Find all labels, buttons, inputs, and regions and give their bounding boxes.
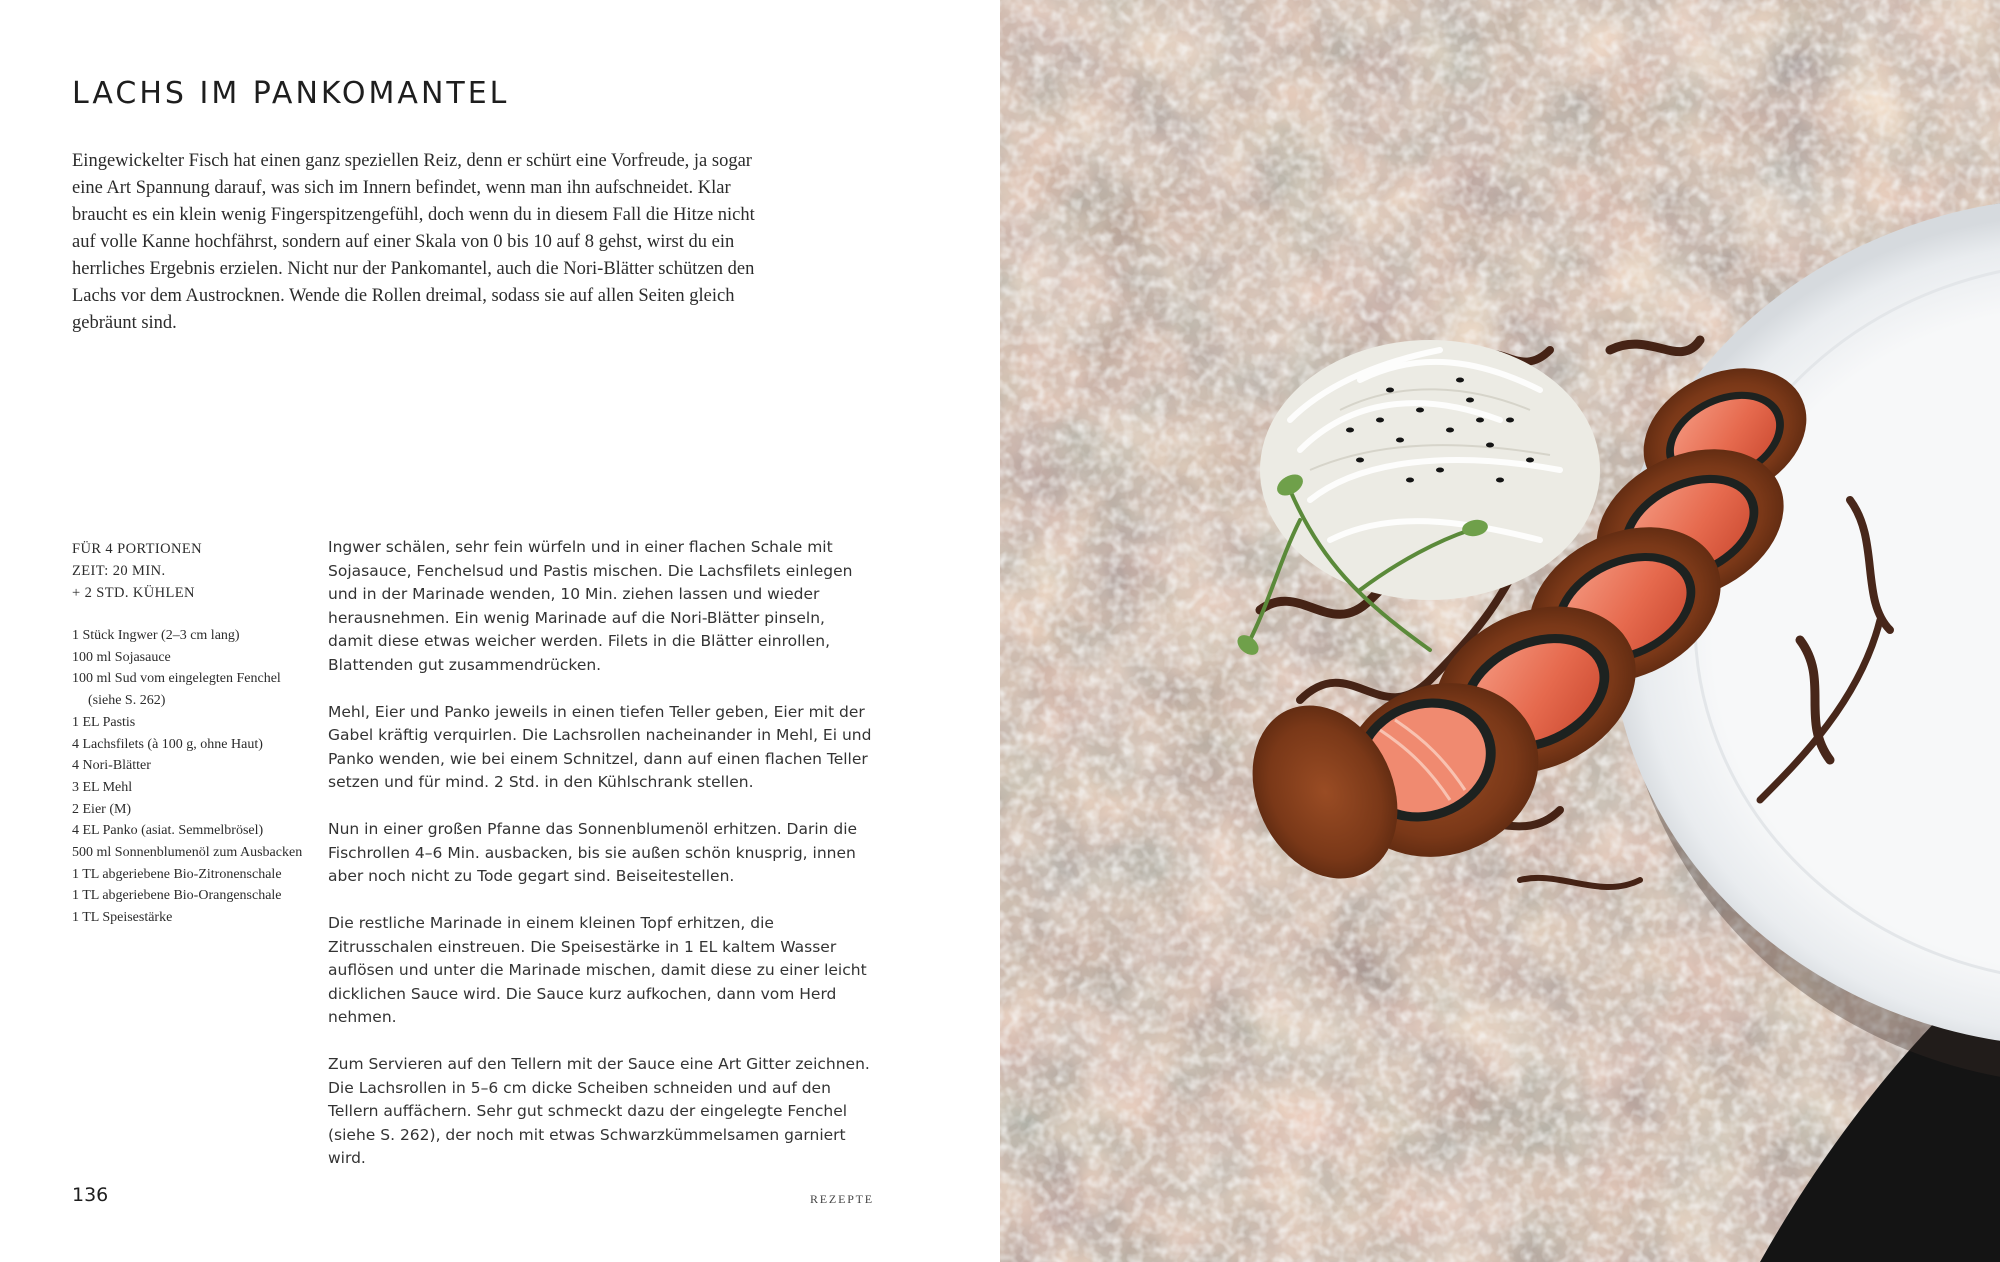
ingredient-item: 4 Nori-Blätter [72, 758, 151, 774]
ingredient-item: 4 Lachsfilets (à 100 g, ohne Haut) [72, 736, 263, 752]
ingredient-item: 100 ml Sojasauce [72, 649, 171, 665]
ingredient-item: 500 ml Sonnenblumenöl zum Ausbacken [72, 845, 303, 861]
step-paragraph: Mehl, Eier und Panko jeweils in einen tiefen Teller geben, Eier mit der Gabel kräftig verquirlen. Die Lachsrollen nacheinander in Mehl, Ei und Panko wenden, wie bei einem Schnitzel, dann auf einen flachen Teller setzen und für mind. 2 Std. in den Kühlschrank stellen. [328, 702, 872, 791]
prep-time: ZEIT: 20 MIN. [72, 563, 166, 579]
section-label: REZEPTE [810, 1192, 874, 1206]
recipe-title: LACHS IM PANKOMANTEL [72, 76, 510, 111]
ingredient-item: 1 Stück Ingwer (2–3 cm lang) [72, 628, 240, 643]
recipe-meta [72, 538, 302, 604]
fennel-salad [1260, 340, 1600, 600]
page-number: 136 [72, 1184, 109, 1206]
ingredient-item: 4 EL Panko (asiat. Semmelbrösel) [72, 823, 264, 839]
chill-time: + 2 STD. KÜHLEN [72, 585, 195, 601]
step-paragraph: Nun in einer großen Pfanne das Sonnenblumenöl erhitzen. Darin die Fischrollen 4–6 Min. ausbacken, bis sie außen schön knusprig, innen aber noch nicht zu Tode gegart sind. Beiseitestellen. [328, 820, 858, 885]
step-paragraph: Ingwer schälen, sehr fein würfeln und in einer flachen Schale mit Sojasauce, Fenchelsud und Pastis mischen. Die Lachsfilets einlegen und in der Marinade wenden, 10 Min. ziehen lassen und wieder herausnehmen. Ein wenig Marinade auf die Nori-Blätter pinseln, damit diese etwas weicher werden. Filets in die Blätter einrollen, Blattenden gut zusammendrücken. [328, 538, 853, 674]
ingredient-list [72, 625, 312, 929]
step-paragraph: Die restliche Marinade in einem kleinen Topf erhitzen, die Zitrusschalen einstreuen. Die Speisestärke in 1 EL kaltem Wasser auflösen und unter die Marinade mischen, damit diese zu einer leicht dicklichen Sauce wird. Die Sauce kurz aufkochen, dann vom Herd nehmen. [328, 914, 867, 1026]
servings: FÜR 4 PORTIONEN [72, 541, 203, 557]
ingredient-item: 1 TL abgeriebene Bio-Orangenschale [72, 888, 282, 904]
step-paragraph: Zum Servieren auf den Tellern mit der Sauce eine Art Gitter zeichnen. Die Lachsrollen in 5–6 cm dicke Scheiben schneiden und auf den Tellern auffächern. Sehr gut schmeckt dazu der eingelegte Fenchel (siehe S. 262), der noch mit etwas Schwarzkümmelsamen garniert wird. [328, 1055, 870, 1167]
preparation-steps [328, 536, 873, 1194]
recipe-intro: Eingewickelter Fisch hat einen ganz speziellen Reiz, denn er schürt eine Vorfreude, ja sogar eine Art Spannung darauf, was sich im Innern befindet, wenn man ihn aufschneidet. Klar braucht es ein klein wenig Fingerspitzengefühl, doch wenn du in diesem Fall die Hitze nicht auf volle Kanne hochfährst, sondern auf einer Skala von 0 bis 10 auf 8 gehst, wirst du ein herrliches Ergebnis erzielen. Nicht nur der Pankomantel, auch die Nori-Blätter schützen den Lachs vor dem Austrocknen. Wende die Rollen dreimal, sodass sie auf allen Seiten gleich gebräunt sind. [72, 151, 755, 333]
ingredient-item: 1 TL abgeriebene Bio-Zitronenschale [72, 866, 282, 882]
ingredient-item: 1 EL Pastis [72, 714, 136, 730]
ingredient-item: 3 EL Mehl [72, 779, 133, 795]
ingredient-item: 2 Eier (M) [72, 801, 132, 817]
ingredient-item: 100 ml Sud vom eingelegten Fenchel (siehe S. 262) [72, 671, 281, 709]
food-photo [1000, 0, 2000, 1262]
salmon-plate-illustration [1000, 0, 2000, 1262]
ingredient-item: 1 TL Speisestärke [72, 910, 173, 926]
